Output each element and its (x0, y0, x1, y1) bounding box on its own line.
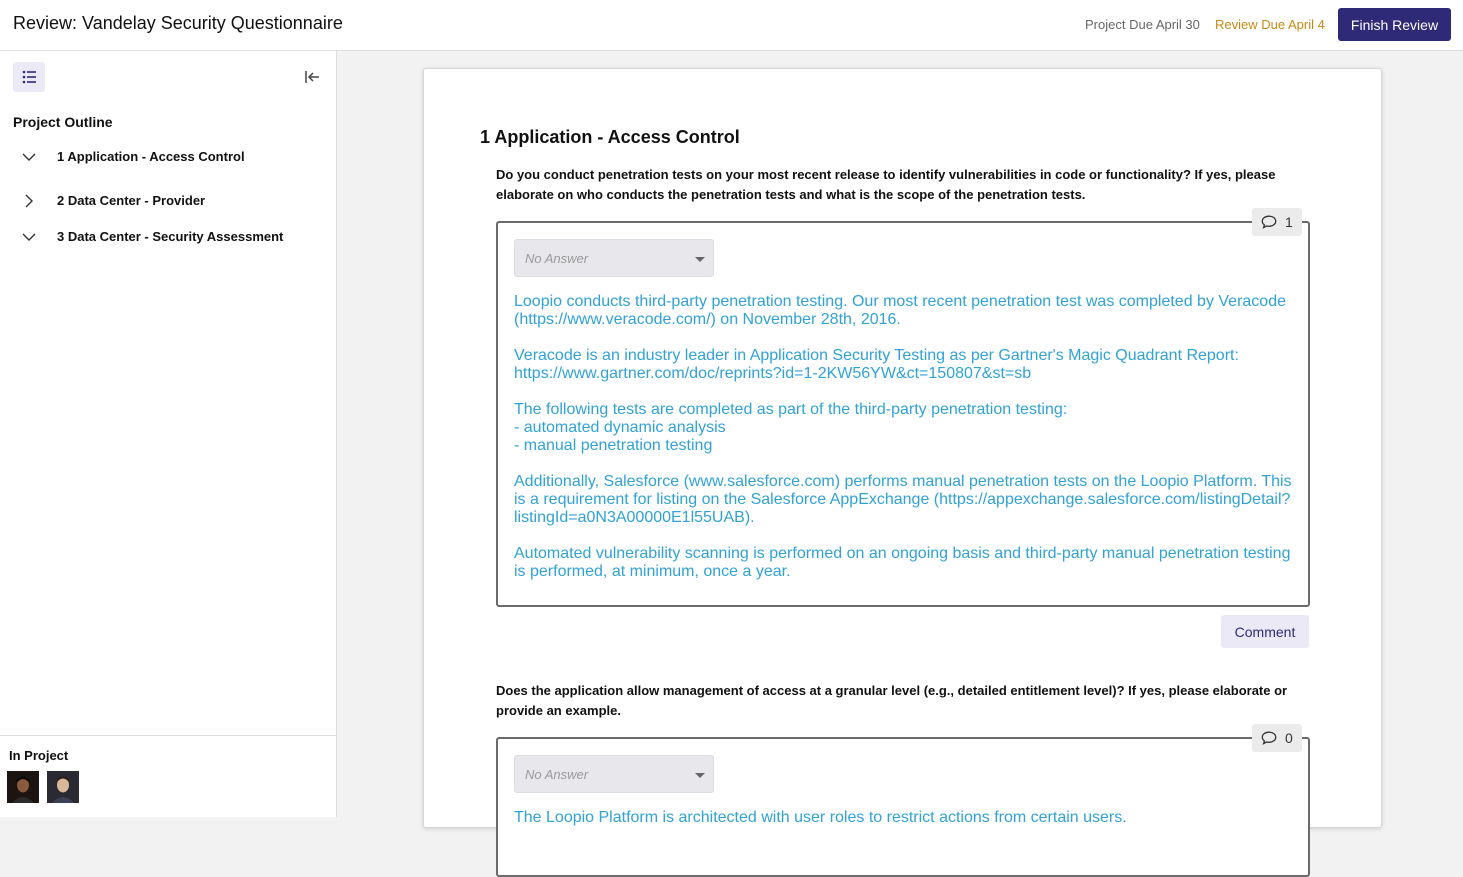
answer-select[interactable] (514, 755, 714, 793)
outline-list-button[interactable] (13, 62, 45, 92)
answer-paragraph: Loopio conducts third-party penetration testing. Our most recent penetration test was completed by Veracode (https://www.veracode.com/) on November 28th, 2016. (514, 293, 1286, 328)
answer-paragraph: Automated vulnerability scanning is performed on an ongoing basis and third-party manual penetration testing is performed, at minimum, once a year. (514, 545, 1291, 580)
section-title: 1 Application - Access Control (480, 127, 740, 147)
in-project-label: In Project (9, 748, 69, 763)
question-text: Does the application allow management of access at a granular level (e.g., detailed entitlement level)? If yes, please elaborate or provide an example. (496, 683, 1288, 718)
chevron-down-icon[interactable] (20, 149, 38, 165)
user-avatar-icon (47, 771, 79, 803)
comment-count: 0 (1285, 730, 1293, 746)
answer-box[interactable] (496, 221, 1310, 607)
comment-bubble-icon (1261, 215, 1277, 229)
answer-text[interactable] (514, 293, 1299, 599)
comment-bubble-icon (1261, 731, 1277, 745)
questionnaire-card (423, 68, 1382, 828)
answer-paragraph: Additionally, Salesforce (www.salesforce.com) performs manual penetration tests on the Loopio Platform. This is a requirement for listing on the Salesforce AppExchange (https://appexchange.salesforce.com/listingDetail?listingId=a0N3A00000E1l55UAB). (514, 473, 1292, 526)
top-bar (0, 0, 1463, 51)
outline-item-label: 1 Application - Access Control (57, 149, 245, 164)
review-due-date: Review Due April 4 (1215, 17, 1325, 32)
page-title: Review: Vandelay Security Questionnaire (13, 13, 343, 33)
comment-button[interactable]: Comment (1221, 615, 1309, 648)
answer-text[interactable] (514, 809, 1299, 845)
answer-select[interactable] (514, 239, 714, 277)
outline-item-label: 2 Data Center - Provider (57, 193, 206, 208)
chevron-down-icon[interactable] (20, 229, 38, 245)
caret-down-icon (695, 773, 705, 778)
answer-paragraph: Veracode is an industry leader in Application Security Testing as per Gartner's Magic Quadrant Report: https://www.gartner.com/doc/reprints?id=1-2KW56YW&ct=150807&st=sb (514, 347, 1239, 382)
outline-item-data-center-security-assessment[interactable] (20, 226, 320, 248)
outline-item-application-access-control[interactable] (20, 146, 320, 168)
in-project-panel (0, 735, 336, 817)
avatar[interactable] (7, 771, 39, 803)
chevron-right-icon[interactable] (20, 193, 38, 209)
answer-box[interactable] (496, 737, 1310, 877)
collapse-sidebar-button[interactable] (303, 68, 321, 86)
outline-item-label: 3 Data Center - Security Assessment (57, 229, 284, 244)
outline-item-data-center-provider[interactable] (20, 190, 320, 212)
sidebar (0, 51, 337, 817)
avatar[interactable] (47, 771, 79, 803)
collapse-left-icon (303, 68, 321, 86)
comment-count: 1 (1285, 214, 1293, 230)
caret-down-icon (695, 257, 705, 262)
answer-paragraph: The Loopio Platform is architected with user roles to restrict actions from certain users. (514, 809, 1127, 826)
project-due-date: Project Due April 30 (1085, 17, 1200, 32)
project-outline-title: Project Outline (13, 114, 113, 130)
question-text: Do you conduct penetration tests on your most recent release to identify vulnerabilities in code or functionality? If yes, please elaborate on who conducts the penetration tests and what is the scope of the penetration tests. (496, 167, 1276, 202)
comment-count-badge[interactable] (1252, 724, 1302, 752)
list-icon (13, 62, 45, 92)
answer-select-placeholder: No Answer (525, 251, 589, 266)
comment-count-badge[interactable] (1252, 208, 1302, 236)
user-avatar-icon (7, 771, 39, 803)
answer-paragraph: The following tests are completed as part of the third-party penetration testing: - automated dynamic analysis - manual penetration testing (514, 401, 1068, 454)
finish-review-button[interactable]: Finish Review (1338, 8, 1451, 41)
answer-select-placeholder: No Answer (525, 767, 589, 782)
